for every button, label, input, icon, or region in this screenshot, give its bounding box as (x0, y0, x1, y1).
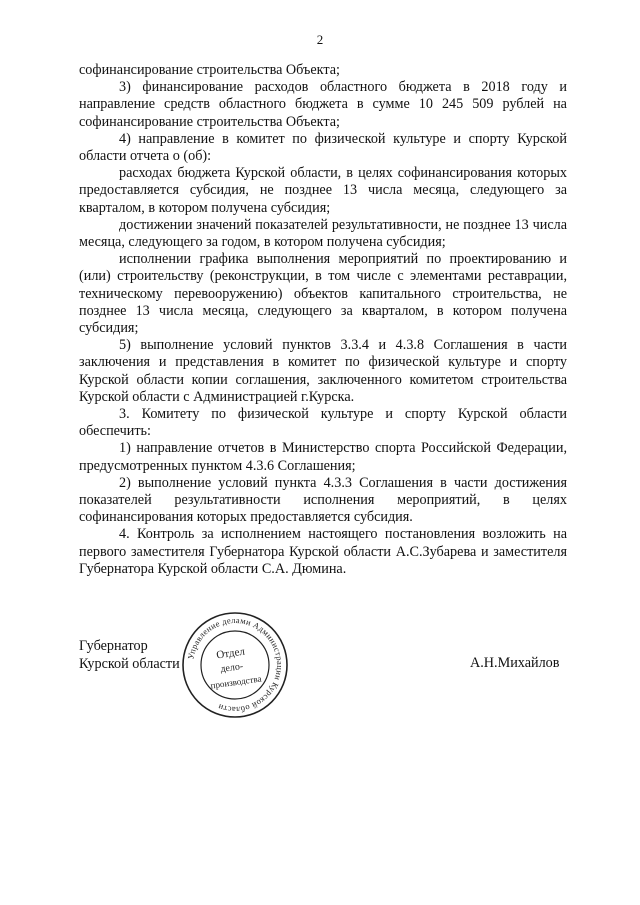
seal-center-line: производства (209, 673, 263, 691)
signatory-name: А.Н.Михайлов (470, 655, 560, 671)
seal-center-line: дело- (219, 660, 244, 676)
seal-center-line: Отдел (215, 645, 246, 662)
paragraph: софинансирование строительства Объекта; (79, 62, 340, 78)
paragraph: 1) направление отчетов в Министерство спорта Российской Федерации, предусмотренных пунктом 4.3.6 Соглашения; (79, 440, 567, 474)
position-line: Курской области (79, 655, 180, 672)
seal-ring-text: Управление делами Администрации Курской области (185, 614, 286, 716)
official-seal-stamp (180, 610, 290, 720)
position-line: Губернатор (79, 638, 148, 654)
paragraph: расходах бюджета Курской области, в целях софинансирования которых предоставляется субсидия, не позднее 13 числа месяца, следующего за кварталом, в котором получена субсидия; (79, 165, 567, 216)
signatory-position (79, 638, 180, 673)
document-body (79, 62, 567, 578)
paragraph: 3) финансирование расходов областного бюджета в 2018 году и направление средств областного бюджета в сумме 10 245 509 рублей на софинансирование строительства Объекта; (79, 79, 567, 130)
paragraph: достижении значений показателей результативности, не позднее 13 числа месяца, следующего за годом, в котором получена субсидия; (79, 216, 567, 251)
paragraph: 3. Комитету по физической культуре и спорту Курской области обеспечить: (79, 406, 567, 440)
paragraph: 4) направление в комитет по физической культуре и спорту Курской области отчета о (об): (79, 130, 567, 165)
page-number: 2 (316, 32, 324, 47)
paragraph: 4. Контроль за исполнением настоящего постановления возложить на первого заместителя Губернатора Курской области А.С.Зубарева и заместителя Губернатора Курской области С.А. Дюмина. (79, 526, 567, 577)
paragraph: исполнении графика выполнения мероприятий по проектированию и (или) строительству (реконструкции, в том числе с элементами реставрации, техническому перевооружению) объектов капитального строительства, не позднее 13 числа месяца, следующего за кварталом, в котором получена субсидия; (79, 251, 567, 337)
paragraph: 5) выполнение условий пунктов 3.3.4 и 4.3.8 Соглашения в части заключения и представления в комитет по физической культуре и спорту Курской области копии соглашения, заключенного комитетом строительства Курской области с Администрацией г.Курска. (79, 337, 567, 405)
paragraph: 2) выполнение условий пункта 4.3.3 Соглашения в части достижения показателей результативности исполнения мероприятий, в целях софинансирования которых предоставляется субсидия. (79, 474, 567, 526)
